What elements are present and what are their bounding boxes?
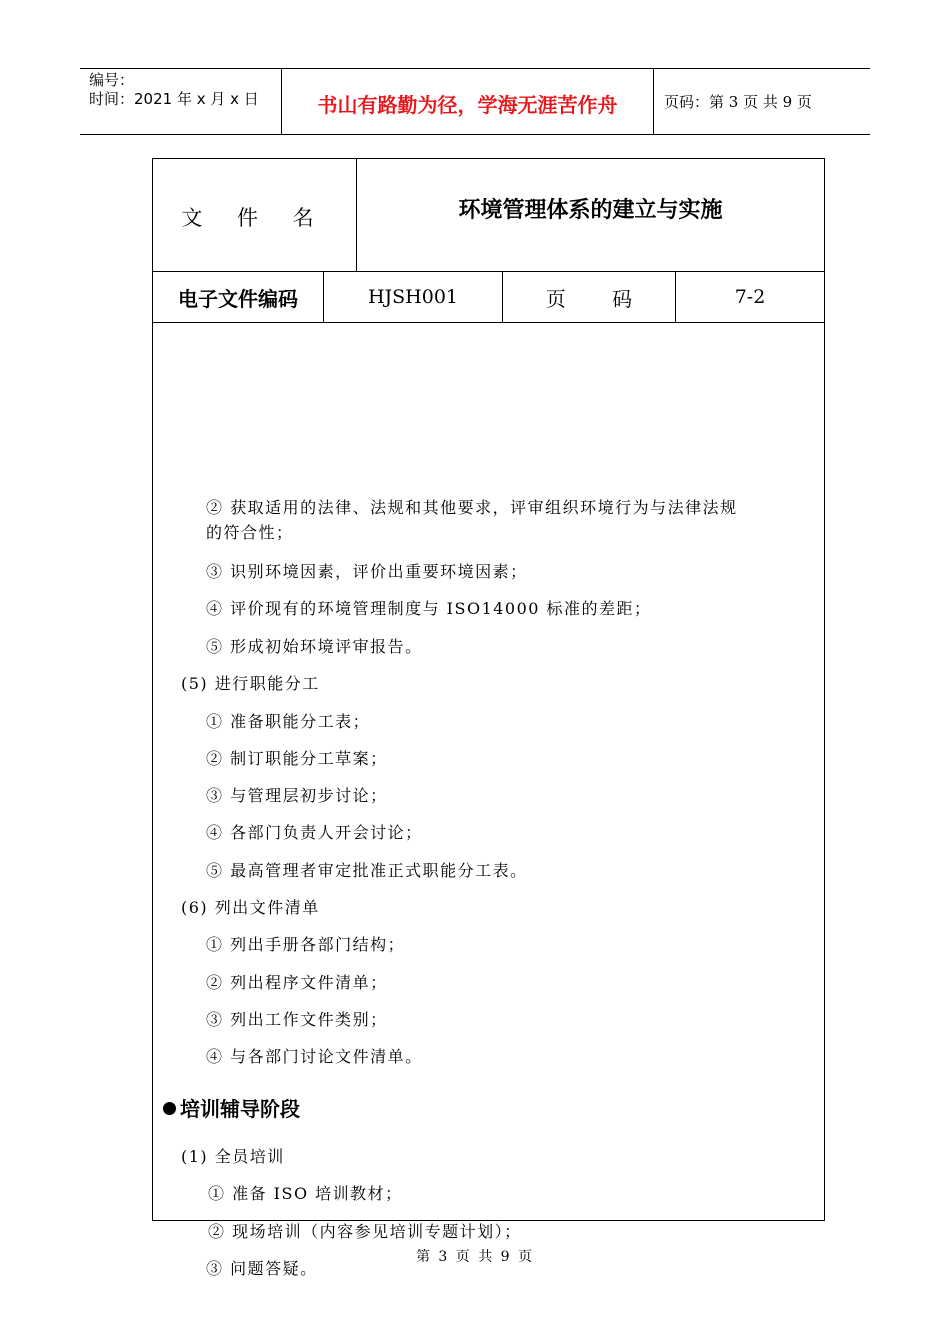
body-line: ① 准备职能分工表； [206, 712, 371, 731]
body-line: ④ 各部门负责人开会讨论； [206, 823, 423, 842]
body-line: ① 列出手册各部门结构； [206, 935, 406, 954]
page-value: 7-2 [734, 286, 766, 308]
body-line: ② 列出程序文件清单； [206, 973, 388, 992]
body-line: ② 现场培训（内容参见培训专题计划）； [208, 1222, 522, 1241]
header-motto: 书山有路勤为径，学海无涯苦作舟 [282, 69, 654, 134]
bullet-icon [163, 1102, 176, 1115]
body-line: ③ 识别环境因素，评价出重要环境因素； [206, 562, 528, 581]
code-value: HJSH001 [324, 272, 503, 322]
body-line: ③ 列出工作文件类别； [206, 1010, 388, 1029]
body-line: 的符合性； [206, 523, 294, 542]
page-label: 页 码 [503, 272, 676, 322]
body-line: ② 制订职能分工草案； [206, 749, 388, 768]
header-meta [80, 69, 282, 134]
code-row [153, 272, 824, 323]
body-line: ① 准备 ISO 培训教材； [208, 1184, 403, 1203]
page-header [80, 68, 870, 135]
page-footer: 第 3 页 共 9 页 [415, 1249, 535, 1265]
body-line: ④ 与各部门讨论文件清单。 [206, 1047, 423, 1066]
body-line: (1) 全员培训 [181, 1147, 285, 1166]
code-label: 电子文件编码 [153, 272, 324, 322]
header-page-info: 页码：第 3 页 共 9 页 [664, 93, 812, 111]
section-title: 培训辅导阶段 [180, 1097, 300, 1121]
file-name-label: 文 件 名 [153, 159, 357, 271]
time-label: 时间：2021 年 x 月 x 日 [89, 90, 259, 108]
file-name-value: 环境管理体系的建立与实施 [458, 198, 723, 223]
body-line: (5) 进行职能分工 [181, 674, 320, 693]
body-line: ③ 与管理层初步讨论； [206, 786, 388, 805]
body-line: ⑤ 最高管理者审定批准正式职能分工表。 [206, 861, 528, 880]
number-label: 编号： [89, 71, 135, 89]
file-name-row [153, 159, 824, 272]
section-heading [163, 1093, 300, 1122]
body-line: ② 获取适用的法律、法规和其他要求，评审组织环境行为与法律法规 [206, 498, 738, 517]
body-line: ⑤ 形成初始环境评审报告。 [206, 637, 423, 656]
body-line: (6) 列出文件清单 [181, 898, 320, 917]
body-line: ④ 评价现有的环境管理制度与 ISO14000 标准的差距； [206, 599, 652, 618]
body-line: ③ 问题答疑。 [206, 1259, 318, 1278]
